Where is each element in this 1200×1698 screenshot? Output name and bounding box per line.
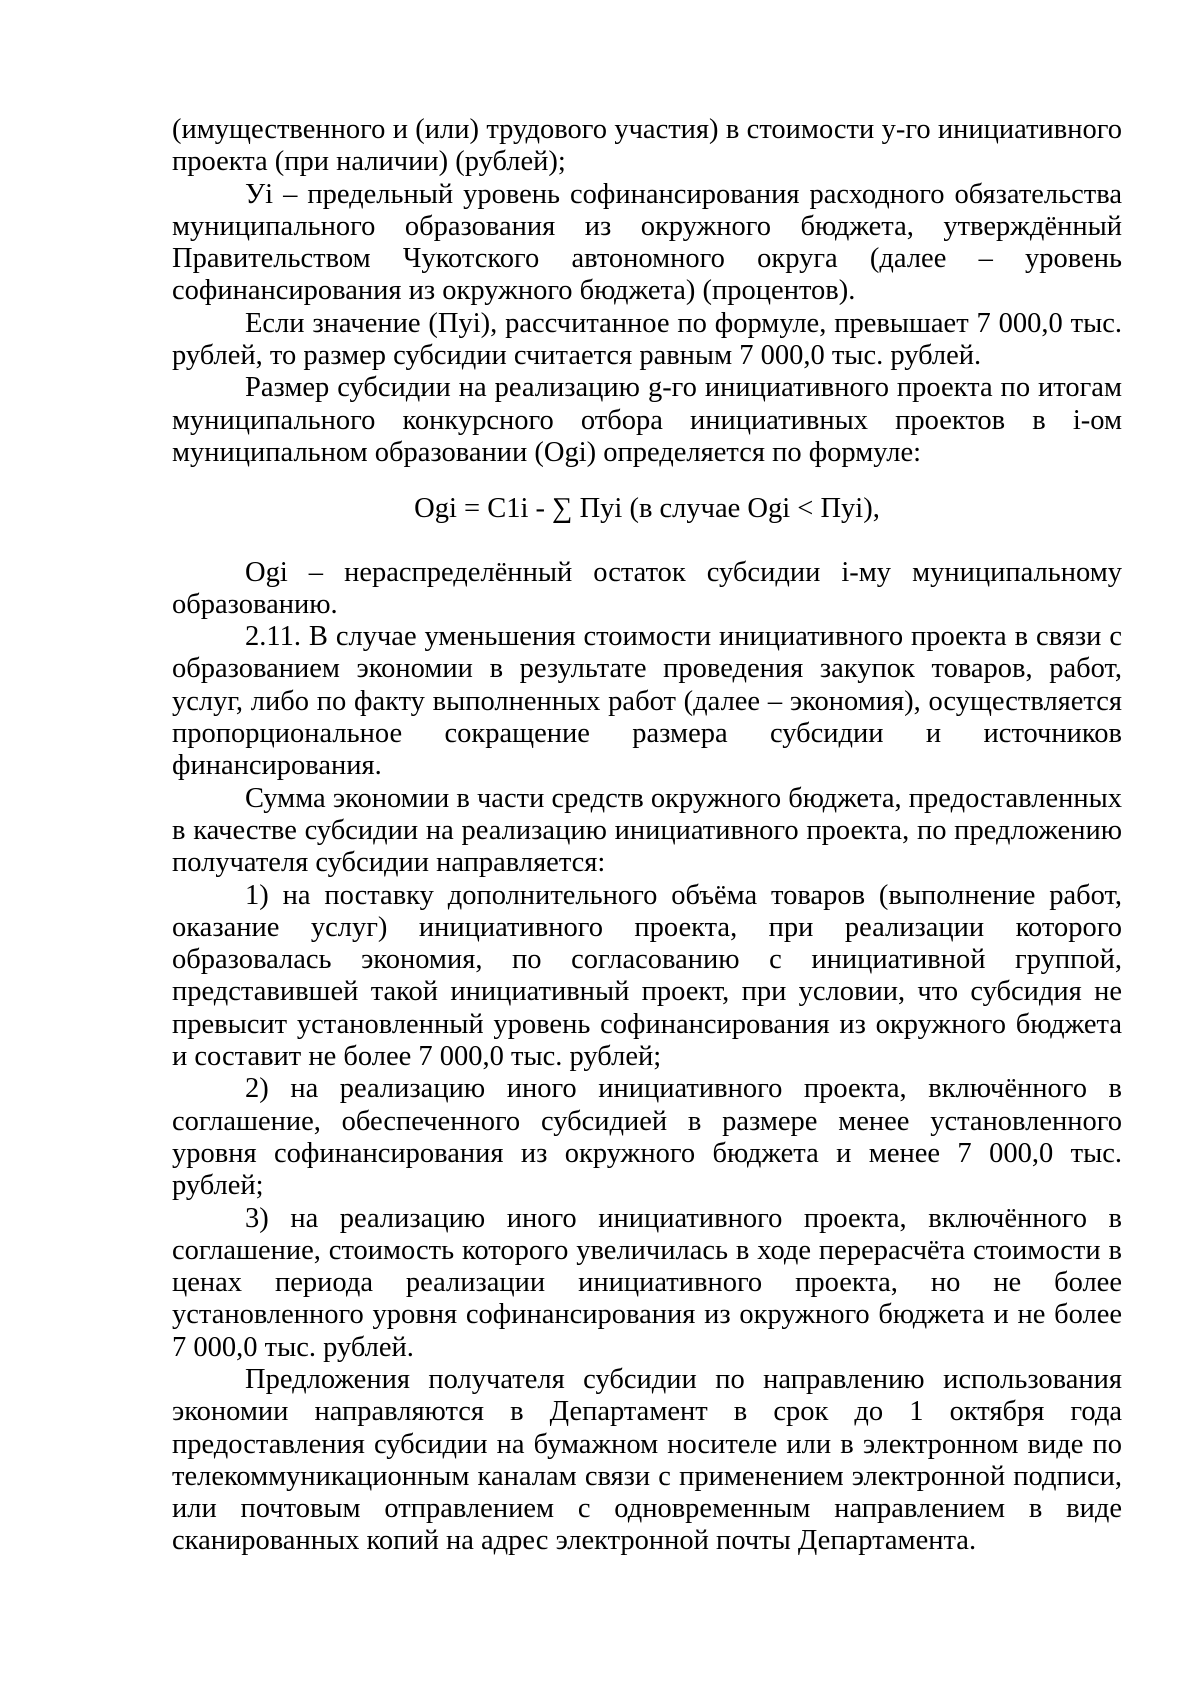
paragraph-subsidy-limit: Если значение (Пуi), рассчитанное по формуле, превышает 7 000,0 тыс. рублей, то размер субсидии считается равным 7 000,0 тыс. рублей. <box>172 307 1122 372</box>
list-item-1: 1) на поставку дополнительного объёма товаров (выполнение работ, оказание услуг) инициативного проекта, при реализации которого образовалась экономия, по согласованию с инициативной группой, представившей такой инициативный проект, при условии, что субсидия не превысит установленный уровень софинансирования из окружного бюджета и составит не более 7 000,0 тыс. рублей; <box>172 879 1122 1073</box>
list-item-3: 3) на реализацию иного инициативного проекта, включённого в соглашение, стоимость которого увеличилась в ходе перерасчёта стоимости в ценах периода реализации инициативного проекта, но не более установленного уровня софинансирования из окружного бюджета и не более 7 000,0 тыс. рублей. <box>172 1202 1122 1363</box>
paragraph-participation-cost: (имущественного и (или) трудового участия) в стоимости y-го инициативного проекта (при наличии) (рублей); <box>172 114 1122 178</box>
paragraph-ogi-definition: Ogi – нераспределённый остаток субсидии i-му муниципальному образованию. <box>172 556 1122 620</box>
document-page <box>172 114 1122 1558</box>
paragraph-savings-sum: Сумма экономии в части средств окружного бюджета, предоставленных в качестве субсидии на реализацию инициативного проекта, по предложению получателя субсидии направляется: <box>172 782 1122 879</box>
paragraph-2-11: 2.11. В случае уменьшения стоимости инициативного проекта в связи с образованием экономии в результате проведения закупок товаров, работ, услуг, либо по факту выполненных работ (далее – экономия), осуществляется пропорциональное сокращение размера субсидии и источников финансирования. <box>172 621 1122 782</box>
paragraph-cofinancing-level: Уi – предельный уровень софинансирования расходного обязательства муниципального образования из окружного бюджета, утверждённый Правительством Чукотского автономного округа (далее – уровень софинансирования из окружного бюджета) (процентов). <box>172 178 1122 307</box>
list-item-2: 2) на реализацию иного инициативного проекта, включённого в соглашение, обеспеченного субсидией в размере менее установленного уровня софинансирования из окружного бюджета и менее 7 000,0 тыс. рублей; <box>172 1073 1122 1202</box>
paragraph-subsidy-size: Размер субсидии на реализацию g-го инициативного проекта по итогам муниципального конкурсного отбора инициативных проектов в i-ом муниципальном образовании (Ogi) определяется по формуле: <box>172 372 1122 468</box>
formula-ogi: Ogi = C1i - ∑ Пуi (в случае Ogi < Пуi), <box>414 493 880 525</box>
paragraph-proposals: Предложения получателя субсидии по направлению использования экономии направляются в Департамент в срок до 1 октября года предоставления субсидии на бумажном носителе или в электронном виде по телекоммуникационным каналам связи с применением электронной подписи, или почтовым отправлением с одновременным направлением в виде сканированных копий на адрес электронной почты Департамента. <box>172 1363 1122 1557</box>
